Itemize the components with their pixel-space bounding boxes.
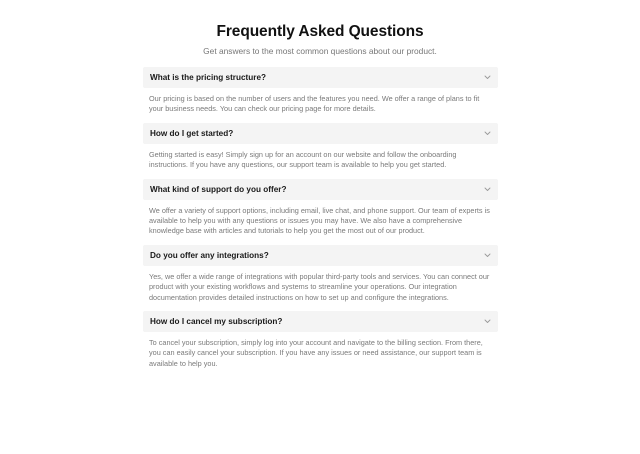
faq-question-text: How do I cancel my subscription?	[150, 317, 283, 327]
faq-question-toggle[interactable]	[143, 245, 498, 266]
faq-item	[143, 67, 498, 115]
faq-header	[0, 0, 640, 57]
faq-list	[143, 67, 498, 377]
chevron-down-icon	[483, 185, 491, 193]
page-title: Frequently Asked Questions	[216, 23, 424, 40]
chevron-down-icon	[483, 74, 491, 82]
faq-question-toggle[interactable]	[143, 123, 498, 144]
faq-answer: Yes, we offer a wide range of integrations with popular third-party tools and services. You can connect our product with your existing workflows and systems to streamline your operations. Our integration documentation provides detailed instructions on how to set up and configure the integrations.	[149, 271, 490, 302]
faq-question-text: How do I get started?	[150, 128, 234, 138]
faq-item	[143, 245, 498, 303]
faq-answer: Our pricing is based on the number of users and the features you need. We offer a range of plans to fit your business needs. You can check our pricing page for more details.	[149, 94, 480, 114]
faq-question-text: Do you offer any integrations?	[150, 250, 269, 260]
faq-answer: To cancel your subscription, simply log into your account and navigate to the billing section. From there, you can easily cancel your subscription. If you have any issues or need assistance, our support team is available to help you.	[149, 338, 483, 368]
faq-question-toggle[interactable]	[143, 179, 498, 200]
chevron-down-icon	[483, 251, 491, 259]
faq-question-text: What kind of support do you offer?	[150, 184, 287, 194]
faq-item	[143, 311, 498, 369]
faq-answer: We offer a variety of support options, including email, live chat, and phone support. Our team of experts is available to help you with any questions or issues you may have. We also have a comprehensive knowledge base with articles and tutorials to help you get the most out of our product.	[149, 205, 490, 236]
faq-question-toggle[interactable]	[143, 311, 498, 332]
chevron-down-icon	[483, 318, 491, 326]
faq-answer: Getting started is easy! Simply sign up for an account on our website and follow the onboarding instructions. If you have any questions, our support team is available to help you get started.	[149, 149, 457, 170]
faq-item	[143, 179, 498, 237]
chevron-down-icon	[483, 129, 491, 137]
faq-item	[143, 123, 498, 171]
page-subtitle: Get answers to the most common questions about our product.	[203, 46, 437, 56]
faq-question-text: What is the pricing structure?	[150, 73, 267, 82]
faq-question-toggle[interactable]	[143, 67, 498, 88]
